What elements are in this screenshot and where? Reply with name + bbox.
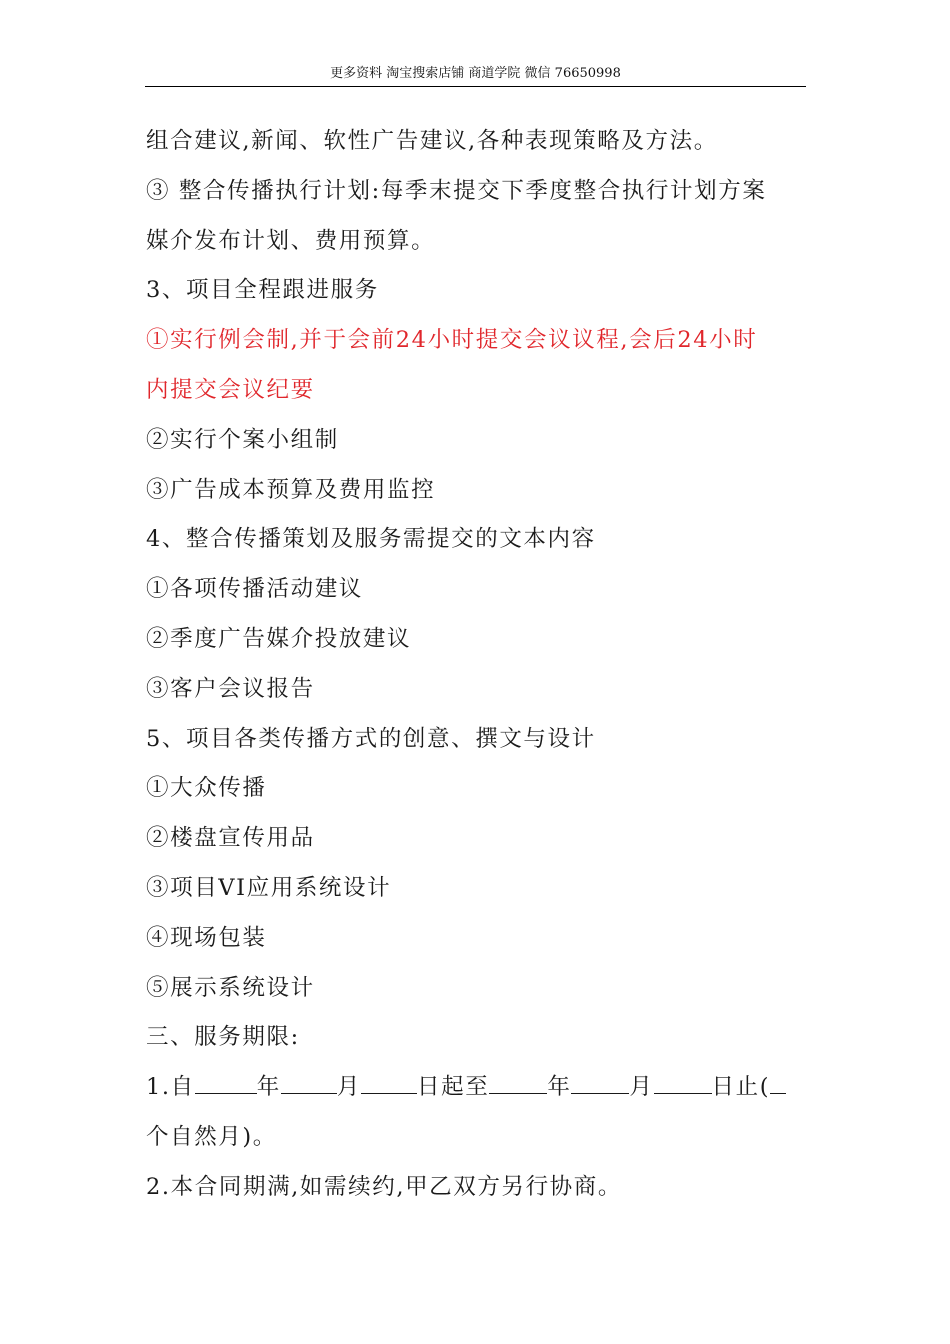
list-item: ②季度广告媒介投放建议 xyxy=(146,625,412,652)
list-item: ④现场包装 xyxy=(146,924,267,951)
highlighted-line: ①实行例会制,并于会前24小时提交会议议程,会后24小时 xyxy=(146,327,758,354)
paragraph-line: 2.本合同期满,如需续约,甲乙双方另行协商。 xyxy=(146,1173,622,1200)
section-heading: 5、项目各类传播方式的创意、撰文与设计 xyxy=(146,725,596,752)
list-item: ①大众传播 xyxy=(146,775,267,802)
fill-blank xyxy=(195,1065,257,1094)
list-item: ②实行个案小组制 xyxy=(146,426,339,453)
term-day-label: 日起至 xyxy=(417,1074,490,1101)
list-item: ①各项传播活动建议 xyxy=(146,576,363,603)
paragraph-line: ③ 整合传播执行计划:每季末提交下季度整合执行计划方案 xyxy=(146,177,767,204)
fill-blank xyxy=(361,1065,417,1094)
section-heading: 4、整合传播策划及服务需提交的文本内容 xyxy=(146,526,596,553)
fill-blank xyxy=(281,1065,337,1094)
page-header xyxy=(145,64,806,87)
paragraph-line: 组合建议,新闻、软性广告建议,各种表现策略及方法。 xyxy=(146,128,718,154)
term-year-label: 年 xyxy=(256,1074,281,1101)
list-item: ⑤展示系统设计 xyxy=(146,974,315,1001)
header-text: 更多资料 淘宝搜索店铺 商道学院 微信 76650998 xyxy=(330,66,621,81)
list-item: ②楼盘宣传用品 xyxy=(146,825,315,852)
section-heading: 三、服务期限: xyxy=(146,1024,300,1051)
term-month-label: 月 xyxy=(336,1074,361,1101)
paragraph-line: 媒介发布计划、费用预算。 xyxy=(146,227,436,254)
term-month-label: 月 xyxy=(629,1074,654,1101)
term-prefix: 1.自 xyxy=(146,1074,195,1101)
section-heading: 3、项目全程跟进服务 xyxy=(146,277,379,304)
list-item: ③项目VI应用系统设计 xyxy=(146,874,392,901)
term-day-label: 日止( xyxy=(711,1074,771,1101)
list-item: ③客户会议报告 xyxy=(146,675,315,702)
list-item: ③广告成本预算及费用监控 xyxy=(146,476,436,503)
paragraph-line: 个自然月)。 xyxy=(146,1123,277,1150)
fill-blank xyxy=(654,1065,712,1094)
document-body xyxy=(146,117,808,1213)
highlighted-line: 内提交会议纪要 xyxy=(146,376,315,403)
term-year-label: 年 xyxy=(547,1074,572,1101)
fill-blank xyxy=(571,1065,629,1094)
fill-blank xyxy=(489,1065,547,1094)
term-line xyxy=(146,1063,808,1113)
fill-blank xyxy=(770,1065,786,1094)
